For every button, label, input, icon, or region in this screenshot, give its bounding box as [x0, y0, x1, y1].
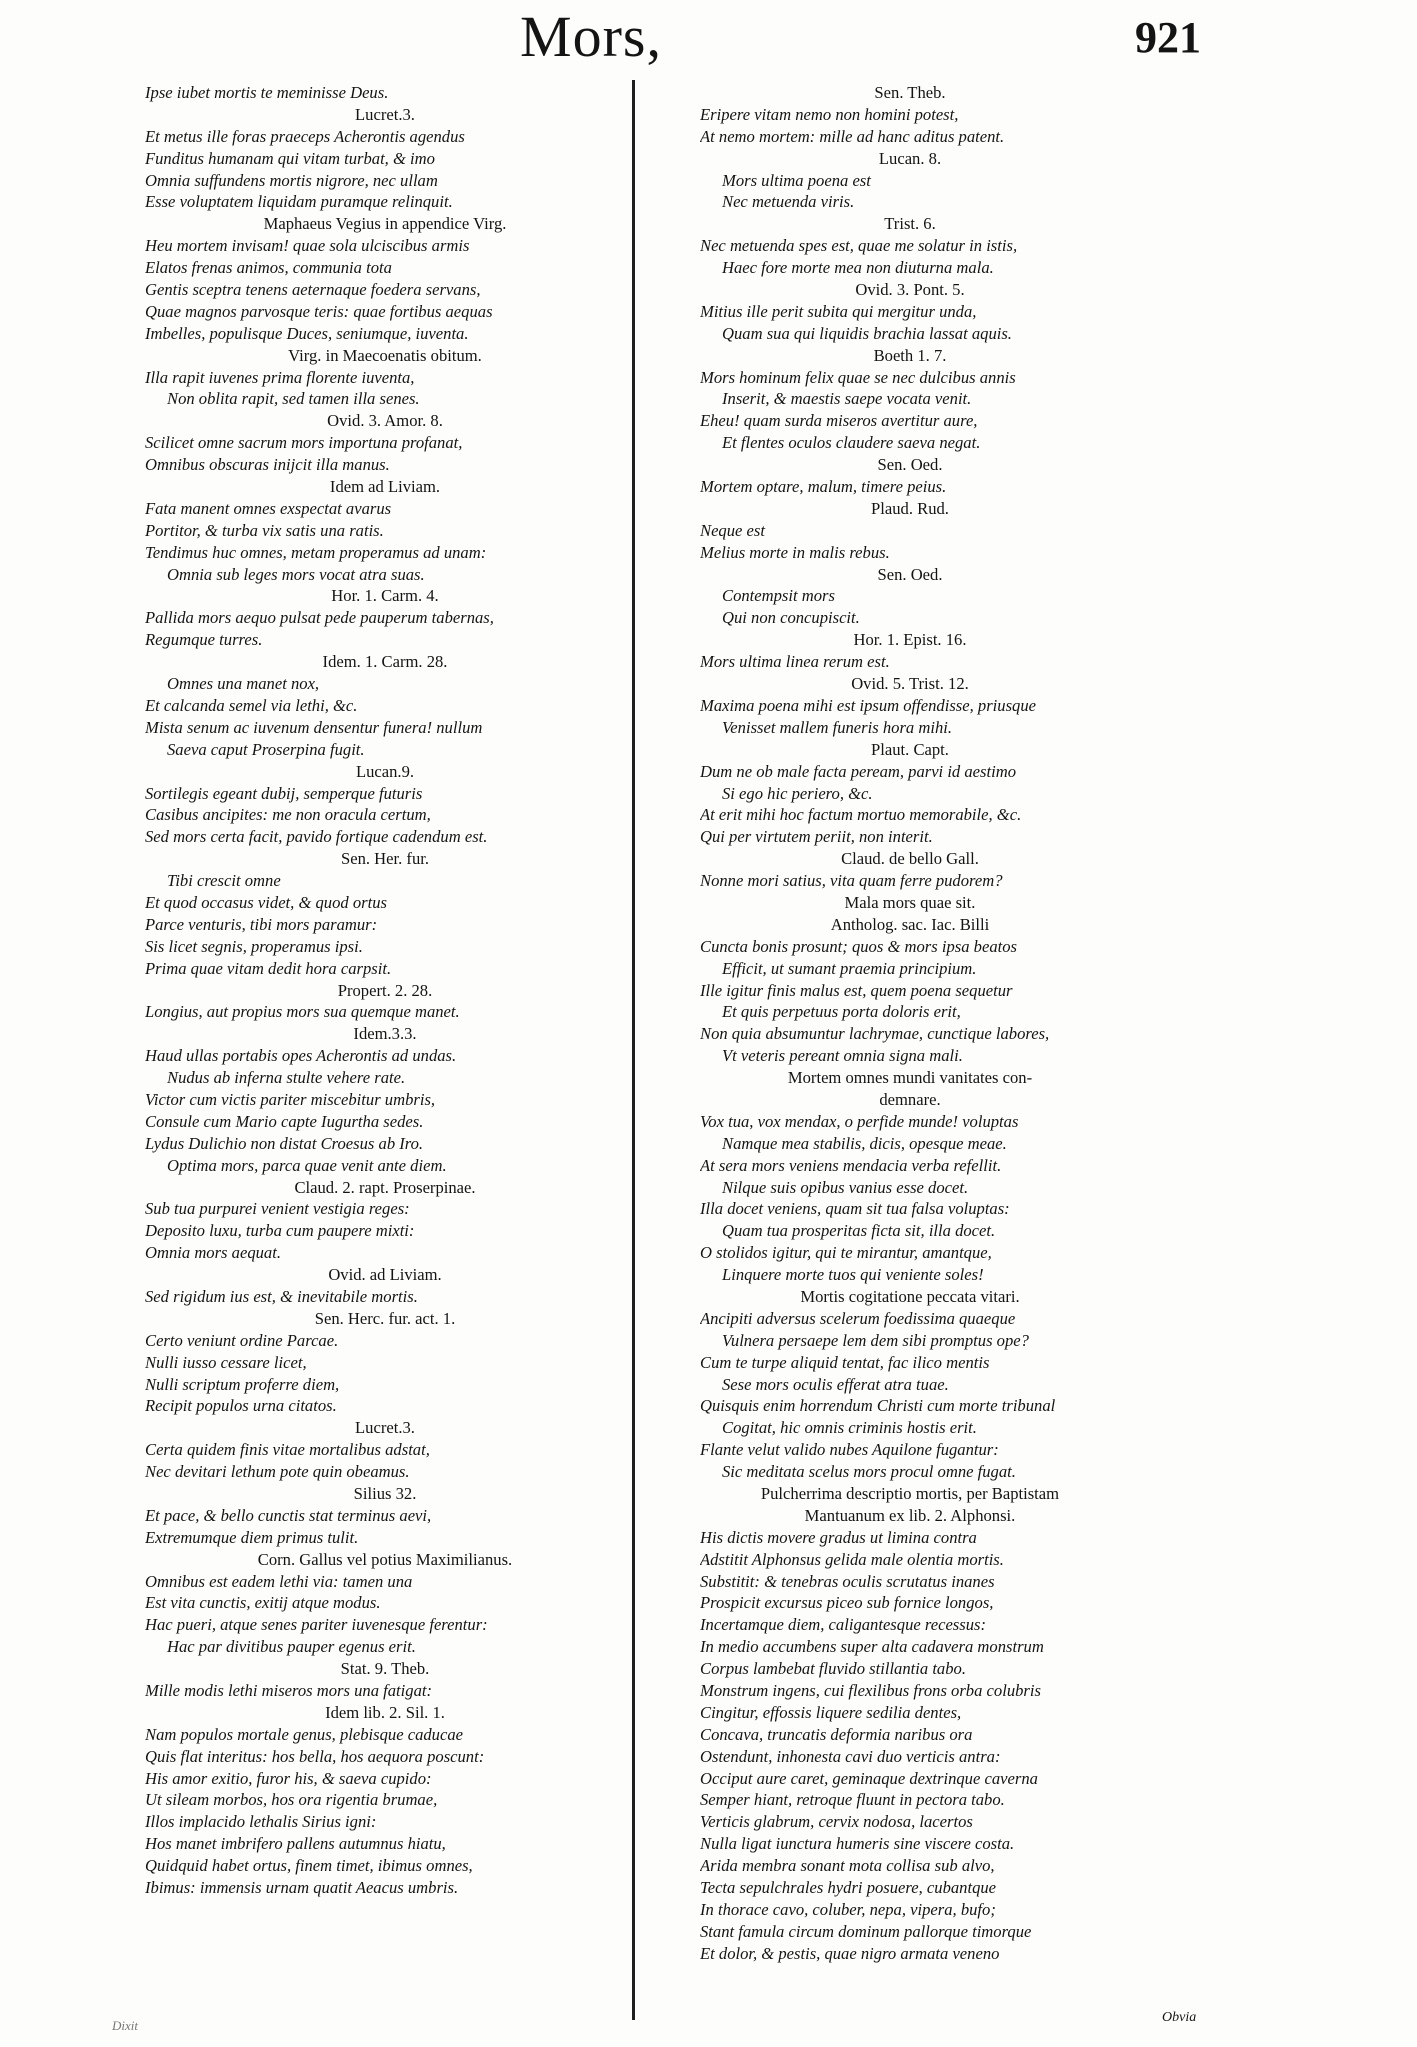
source-citation: Mortem omnes mundi vanitates con-: [787, 1068, 1033, 1088]
left-column: [145, 82, 625, 2032]
verse-line: Non oblita rapit, sed tamen illa senes.: [167, 389, 420, 409]
source-citation: Boeth 1. 7.: [873, 345, 947, 365]
source-citation: Plaud. Rud.: [871, 498, 949, 518]
verse-line: Lydus Dulichio non distat Croesus ab Iro.: [145, 1133, 424, 1153]
verse-line: Vt veteris pereant omnia signa mali.: [722, 1046, 963, 1066]
verse-line: At sera mors veniens mendacia verba refellit.: [700, 1155, 1002, 1175]
verse-line: Omnes una manet nox,: [167, 674, 320, 694]
verse-line: Hac pueri, atque senes pariter iuvenesque ferentur:: [145, 1615, 488, 1635]
verse-line: Et flentes oculos claudere saeva negat.: [722, 433, 981, 453]
verse-line: Haud ullas portabis opes Acherontis ad undas.: [145, 1046, 457, 1066]
verse-line: Quisquis enim horrendum Christi cum morte tribunal: [700, 1396, 1056, 1416]
verse-line: Occiput aure caret, geminaque dextrinque caverna: [700, 1768, 1038, 1788]
verse-line: Sed mors certa facit, pavido fortique cadendum est.: [145, 827, 488, 847]
verse-line: Heu mortem invisam! quae sola ulciscibus armis: [145, 236, 470, 256]
source-citation: Sen. Her. fur.: [340, 849, 430, 869]
verse-line: Omnibus est eadem lethi via: tamen una: [145, 1571, 413, 1591]
source-citation: Virg. in Maecoenatis obitum.: [288, 345, 482, 365]
verse-line: Sis licet segnis, properamus ipsi.: [145, 936, 363, 956]
verse-line: Certo veniunt ordine Parcae.: [145, 1330, 339, 1350]
verse-line: Namque mea stabilis, dicis, opesque meae.: [722, 1133, 1007, 1153]
verse-line: Ut sileam morbos, hos ora rigentia brumae,: [145, 1790, 438, 1810]
verse-line: Funditus humanam qui vitam turbat, & imo: [145, 148, 435, 168]
footer-mark: Dixit: [112, 2018, 138, 2033]
verse-line: Esse voluptatem liquidam puramque relinquit.: [145, 192, 453, 212]
verse-line: In thorace cavo, coluber, nepa, vipera, bufo;: [700, 1899, 996, 1919]
verse-line: Efficit, ut sumant praemia principium.: [722, 958, 977, 978]
verse-line: Consule cum Mario capte Iugurtha sedes.: [145, 1111, 424, 1131]
source-citation: Trist. 6.: [884, 214, 936, 234]
verse-line: Contempsit mors: [722, 586, 835, 606]
verse-line: Inserit, & maestis saepe vocata venit.: [722, 389, 972, 409]
verse-line: Tibi crescit omne: [167, 871, 281, 891]
verse-line: Eheu! quam surda miseros avertitur aure,: [700, 411, 978, 431]
verse-line: Nudus ab inferna stulte vehere rate.: [167, 1068, 406, 1088]
verse-line: Nulli iusso cessare licet,: [145, 1352, 307, 1372]
verse-line: Omnia sub leges mors vocat atra suas.: [167, 564, 425, 584]
verse-line: His dictis movere gradus ut limina contra: [700, 1527, 977, 1547]
verse-line: At nemo mortem: mille ad hanc aditus patent.: [700, 126, 1005, 146]
verse-line: Cingitur, effossis liquere sedilia dentes,: [700, 1702, 962, 1722]
verse-line: Quidquid habet ortus, finem timet, ibimus omnes,: [145, 1856, 473, 1876]
verse-line: Et metus ille foras praeceps Acherontis agendus: [145, 126, 465, 146]
source-citation: Sen. Oed.: [877, 564, 943, 584]
verse-line: Certa quidem finis vitae mortalibus adstat,: [145, 1440, 430, 1460]
verse-line: Mille modis lethi miseros mors una fatigat:: [145, 1681, 433, 1701]
catchword: Obvia: [1162, 2010, 1197, 2025]
source-citation: Stat. 9. Theb.: [340, 1659, 430, 1679]
source-citation: Sen. Oed.: [877, 455, 943, 475]
verse-line: Gentis sceptra tenens aeternaque foedera servans,: [145, 280, 481, 300]
source-citation: Lucret.3.: [355, 1418, 415, 1438]
source-citation: Propert. 2. 28.: [337, 980, 433, 1000]
verse-line: His amor exitio, furor his, & saeva cupido:: [145, 1768, 432, 1788]
source-citation: Lucan.9.: [355, 761, 415, 781]
verse-line: Illa rapit iuvenes prima florente iuventa,: [145, 367, 415, 387]
source-citation: Idem lib. 2. Sil. 1.: [325, 1702, 445, 1722]
source-citation: Lucan. 8.: [878, 148, 942, 168]
verse-line: Vulnera persaepe lem dem sibi promptus ope?: [722, 1330, 1029, 1350]
running-headword: Mors,: [520, 4, 662, 69]
verse-line: Et quis perpetuus porta doloris erit,: [722, 1002, 961, 1022]
verse-line: Pallida mors aequo pulsat pede pauperum tabernas,: [145, 608, 494, 628]
verse-line: Extremumque diem primus tulit.: [145, 1527, 359, 1547]
verse-line: Portitor, & turba vix satis una ratis.: [145, 520, 384, 540]
verse-line: Quis flat interitus: hos bella, hos aequora poscunt:: [145, 1746, 485, 1766]
verse-line: Mitius ille perit subita qui mergitur unda,: [700, 301, 977, 321]
verse-line: Quam tua prosperitas ficta sit, illa docet.: [722, 1221, 996, 1241]
verse-line: Tecta sepulchrales hydri posuere, cubantque: [700, 1878, 997, 1898]
verse-line: Prima quae vitam dedit hora carpsit.: [145, 958, 392, 978]
verse-line: Sortilegis egeant dubij, semperque futuris: [145, 783, 423, 803]
verse-line: Deposito luxu, turba cum paupere mixti:: [145, 1221, 415, 1241]
verse-line: Scilicet omne sacrum mors importuna profanat,: [145, 433, 463, 453]
verse-line: Ipse iubet mortis te meminisse Deus.: [145, 83, 389, 102]
verse-line: Cuncta bonis prosunt; quos & mors ipsa beatos: [700, 936, 1017, 956]
verse-line: Mors ultima poena est: [722, 170, 871, 190]
verse-line: Sese mors oculis efferat atra tuae.: [722, 1374, 949, 1394]
verse-line: Mista senum ac iuvenum densentur funera! nullum: [145, 717, 483, 737]
verse-line: Venisset mallem funeris hora mihi.: [722, 717, 952, 737]
verse-line: Ostendunt, inhonesta cavi duo verticis antra:: [700, 1746, 1001, 1766]
verse-line: Sub tua purpurei venient vestigia reges:: [145, 1199, 410, 1219]
verse-line: Cum te turpe aliquid tentat, fac ilico mentis: [700, 1352, 990, 1372]
verse-line: Prospicit excursus piceo sub fornice longos,: [700, 1593, 994, 1613]
verse-line: Nonne mori satius, vita quam ferre pudorem?: [700, 871, 1003, 891]
source-citation: Claud. de bello Gall.: [841, 849, 979, 869]
verse-line: Substitit: & tenebras oculis scrutatus inanes: [700, 1571, 995, 1591]
verse-line: Si ego hic periero, &c.: [722, 783, 873, 803]
verse-line: Omnibus obscuras inijcit illa manus.: [145, 455, 390, 475]
verse-line: Dum ne ob male facta peream, parvi id aestimo: [700, 761, 1016, 781]
verse-line: Omnia suffundens mortis nigrore, nec ullam: [145, 170, 438, 190]
source-citation: Mantuanum ex lib. 2. Alphonsi.: [804, 1505, 1016, 1525]
source-citation: Lucret.3.: [355, 104, 415, 124]
column-rule: [632, 80, 635, 2020]
verse-line: Parce venturis, tibi mors paramur:: [145, 914, 378, 934]
verse-line: Hos manet imbrifero pallens autumnus hiatu,: [145, 1834, 446, 1854]
verse-line: Longius, aut propius mors sua quemque manet.: [145, 1002, 460, 1022]
verse-line: Incertamque diem, caligantesque recessus:: [700, 1615, 987, 1635]
verse-line: Victor cum victis pariter miscebitur umbris,: [145, 1089, 436, 1109]
source-citation: Ovid. 3. Amor. 8.: [327, 411, 443, 431]
verse-line: Cogitat, hic omnis criminis hostis erit.: [722, 1418, 977, 1438]
verse-line: Hac par divitibus pauper egenus erit.: [167, 1637, 416, 1657]
verse-line: At erit mihi hoc factum mortuo memorabile, &c.: [700, 805, 1022, 825]
verse-line: Mors ultima linea rerum est.: [700, 652, 890, 672]
source-citation: Ovid. 3. Pont. 5.: [855, 280, 965, 300]
verse-line: Arida membra sonant mota collisa sub alvo,: [700, 1856, 995, 1876]
verse-line: Sic meditata scelus mors procul omne fugat.: [722, 1462, 1016, 1482]
verse-line: Eripere vitam nemo non homini potest,: [700, 104, 959, 124]
source-citation: Sen. Herc. fur. act. 1.: [314, 1308, 456, 1328]
verse-line: O stolidos igitur, qui te mirantur, amantque,: [700, 1243, 992, 1263]
source-citation: Sen. Theb.: [874, 83, 946, 102]
source-citation: Idem ad Liviam.: [329, 477, 441, 497]
verse-line: Concava, truncatis deformia naribus ora: [700, 1724, 973, 1744]
verse-line: Nec devitari lethum pote quin obeamus.: [145, 1462, 410, 1482]
verse-line: Flante velut valido nubes Aquilone fugantur:: [700, 1440, 999, 1460]
verse-line: Melius morte in malis rebus.: [700, 542, 890, 562]
source-citation: Pulcherrima descriptio mortis, per Baptistam: [760, 1484, 1060, 1503]
source-citation: Maphaeus Vegius in appendice Virg.: [263, 214, 507, 234]
verse-line: Ille igitur finis malus est, quem poena sequetur: [700, 980, 1013, 1000]
verse-line: Semper hiant, retroque fluunt in pectora tabo.: [700, 1790, 1005, 1810]
verse-line: Monstrum ingens, cui flexilibus frons orba colubris: [700, 1681, 1041, 1701]
verse-line: Stant famula circum dominum pallorque timorque: [700, 1921, 1032, 1941]
verse-line: Adstitit Alphonsus gelida male olentia mortis.: [700, 1549, 1004, 1569]
verse-line: Linquere morte tuos qui veniente soles!: [722, 1265, 984, 1285]
source-citation: Antholog. sac. Iac. Billi: [830, 914, 990, 934]
verse-line: Et quod occasus videt, & quod ortus: [145, 892, 387, 912]
verse-line: Omnia mors aequat.: [145, 1243, 281, 1263]
source-citation: Idem. 1. Carm. 28.: [322, 652, 448, 672]
verse-line: In medio accumbens super alta cadavera monstrum: [700, 1637, 1044, 1657]
verse-line: Recipit populos urna citatos.: [145, 1396, 337, 1416]
source-citation: Ovid. ad Liviam.: [328, 1265, 442, 1285]
verse-line: Nec metuenda viris.: [722, 192, 855, 212]
verse-line: Quae magnos parvosque teris: quae fortibus aequas: [145, 301, 493, 321]
verse-line: Nilque suis opibus vanius esse docet.: [722, 1177, 969, 1197]
source-citation: Ovid. 5. Trist. 12.: [851, 674, 969, 694]
right-column: [700, 82, 1120, 2032]
source-citation: Hor. 1. Carm. 4.: [331, 586, 439, 606]
source-citation: Idem.3.3.: [353, 1024, 417, 1044]
verse-line: Et pace, & bello cunctis stat terminus aevi,: [145, 1505, 432, 1525]
verse-line: Haec fore morte mea non diuturna mala.: [722, 258, 994, 278]
verse-line: Corpus lambebat fluvido stillantia tabo.: [700, 1659, 966, 1679]
verse-line: Nec metuenda spes est, quae me solatur in istis,: [700, 236, 1018, 256]
page-number: 921: [1135, 13, 1201, 62]
verse-line: Neque est: [700, 520, 765, 540]
source-citation: Hor. 1. Epist. 16.: [853, 630, 967, 650]
verse-line: Illa docet veniens, quam sit tua falsa voluptas:: [700, 1199, 1010, 1219]
verse-line: Verticis glabrum, cervix nodosa, lacertos: [700, 1812, 973, 1832]
verse-line: Quam sua qui liquidis brachia lassat aquis.: [722, 323, 1012, 343]
verse-line: Et calcanda semel via lethi, &c.: [145, 695, 358, 715]
verse-line: Nam populos mortale genus, plebisque caducae: [145, 1724, 464, 1744]
source-citation: Claud. 2. rapt. Proserpinae.: [294, 1177, 476, 1197]
source-citation: demnare.: [879, 1089, 941, 1109]
verse-line: Casibus ancipites: me non oracula certum,: [145, 805, 431, 825]
verse-line: Ancipiti adversus scelerum foedissima quaeque: [700, 1308, 1016, 1328]
verse-line: Qui non concupiscit.: [722, 608, 860, 628]
verse-line: Ibimus: immensis urnam quatit Aeacus umbris.: [145, 1878, 459, 1898]
verse-line: Et dolor, & pestis, quae nigro armata veneno: [700, 1943, 1000, 1963]
verse-line: Illos implacido lethalis Sirius igni:: [145, 1812, 377, 1832]
verse-line: Nulla ligat iunctura humeris sine viscere costa.: [700, 1834, 1015, 1854]
verse-line: Imbelles, populisque Duces, seniumque, iuventa.: [145, 323, 469, 343]
verse-line: Sed rigidum ius est, & inevitabile mortis.: [145, 1286, 418, 1306]
verse-line: Mortem optare, malum, timere peius.: [700, 477, 947, 497]
source-citation: Mortis cogitatione peccata vitari.: [800, 1286, 1020, 1306]
verse-line: Non quia absumuntur lachrymae, cunctique labores,: [700, 1024, 1050, 1044]
verse-line: Elatos frenas animos, communia tota: [145, 258, 392, 278]
verse-line: Regumque turres.: [145, 630, 263, 650]
verse-line: Nulli scriptum proferre diem,: [145, 1374, 340, 1394]
source-citation: Silius 32.: [353, 1484, 417, 1503]
source-citation: Corn. Gallus vel potius Maximilianus.: [257, 1549, 513, 1569]
source-citation: Mala mors quae sit.: [844, 892, 976, 912]
verse-line: Qui per virtutem periit, non interit.: [700, 827, 933, 847]
verse-line: Tendimus huc omnes, metam properamus ad unam:: [145, 542, 487, 562]
verse-line: Optima mors, parca quae venit ante diem.: [167, 1155, 447, 1175]
source-citation: Plaut. Capt.: [871, 739, 949, 759]
verse-line: Fata manent omnes exspectat avarus: [145, 498, 392, 518]
verse-line: Est vita cunctis, exitij atque modus.: [145, 1593, 381, 1613]
verse-line: Mors hominum felix quae se nec dulcibus annis: [700, 367, 1016, 387]
verse-line: Vox tua, vox mendax, o perfide munde! voluptas: [700, 1111, 1019, 1131]
verse-line: Saeva caput Proserpina fugit.: [167, 739, 365, 759]
verse-line: Maxima poena mihi est ipsum offendisse, priusque: [700, 695, 1036, 715]
